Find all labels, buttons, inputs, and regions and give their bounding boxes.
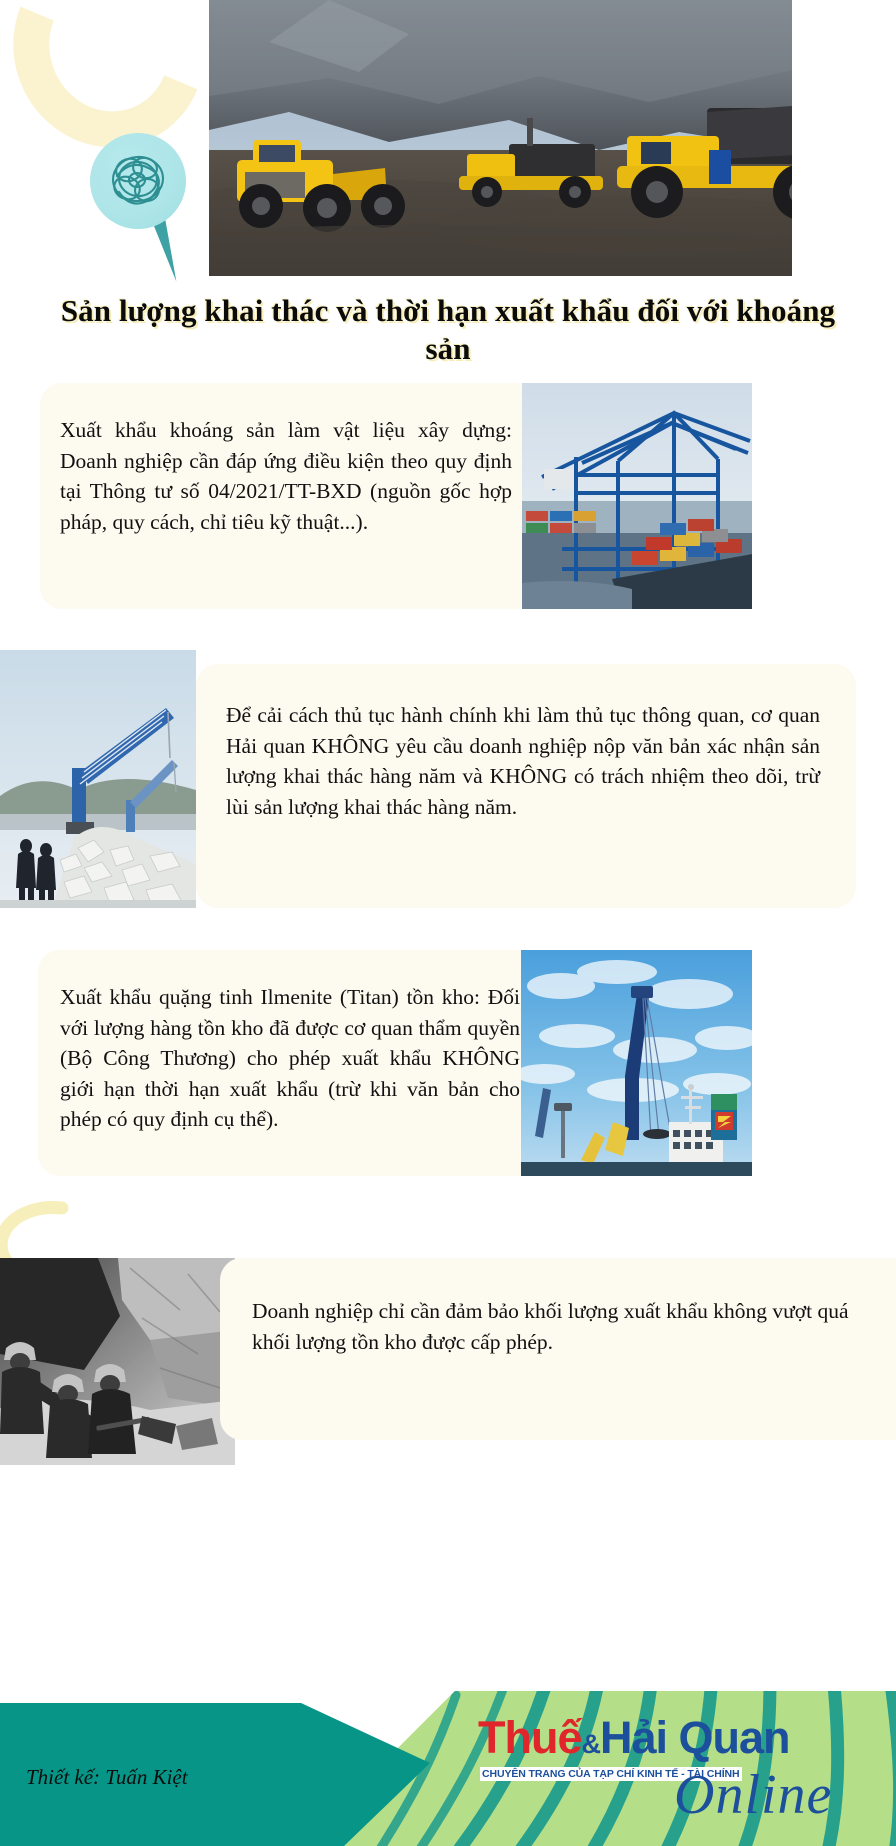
- info-card-4-text: Doanh nghiệp chỉ cần đảm bảo khối lượng xuất khẩu không vượt quá khối lượng tồn kho được cấp phép.: [252, 1299, 849, 1354]
- scribble-doodle-icon: [103, 146, 173, 216]
- logo-thue-word: Thuế: [478, 1712, 582, 1763]
- logo-online-word: Online: [674, 1764, 833, 1826]
- info-card-1: [40, 383, 548, 609]
- speech-bubble-circle-icon: [90, 133, 186, 229]
- hero-photo-mining-trucks: [209, 0, 792, 276]
- info-card-2: [196, 664, 856, 908]
- logo-ampersand: &: [581, 1729, 600, 1759]
- publication-logo[interactable]: [478, 1712, 878, 1835]
- crescent-decoration-icon: [0, 0, 235, 176]
- speech-bubble-tail-icon: [151, 214, 183, 283]
- logo-wordmark: [478, 1712, 790, 1763]
- photo-miners-in-tunnel: [0, 1258, 235, 1465]
- photo-jetty-crane-white-stone: [0, 650, 196, 908]
- photo-cargo-ship-crane: [521, 950, 752, 1176]
- photo-container-port-cranes: [522, 383, 752, 609]
- info-card-1-text: Xuất khẩu khoáng sản làm vật liệu xây dựng: Doanh nghiệp cần đáp ứng điều kiện theo quy định tại Thông tư số 04/2021/TT-BXD (nguồn gốc hợp pháp, quy cách, chỉ tiêu kỹ thuật...).: [60, 418, 512, 534]
- logo-haiquan-word: Hải Quan: [600, 1712, 790, 1763]
- page-title: Sản lượng khai thác và thời hạn xuất khẩu đối với khoáng sản: [60, 293, 836, 367]
- info-card-3-text: Xuất khẩu quặng tinh Ilmenite (Titan) tồn kho: Đối với lượng hàng tồn kho đã được cơ quan thẩm quyền (Bộ Công Thương) cho phép xuất khẩu KHÔNG giới hạn thời hạn xuất khẩu (trừ khi văn bản cho phép có quy định cụ thể).: [60, 985, 520, 1132]
- logo-tagline: CHUYÊN TRANG CỦA TẠP CHÍ KINH TẾ - TÀI CHÍNH: [482, 1768, 740, 1780]
- footer: [0, 1691, 896, 1846]
- info-card-2-text: Để cải cách thủ tục hành chính khi làm thủ tục thông quan, cơ quan Hải quan KHÔNG yêu cầu doanh nghiệp nộp văn bản xác nhận sản lượng khai thác hàng năm và KHÔNG có trách nhiệm theo dõi, trừ lùi sản lượng khai thác hàng năm.: [226, 703, 820, 819]
- info-card-4: [220, 1258, 896, 1440]
- designer-credit: Thiết kế: Tuấn Kiệt: [26, 1765, 188, 1789]
- info-card-3: [38, 950, 548, 1176]
